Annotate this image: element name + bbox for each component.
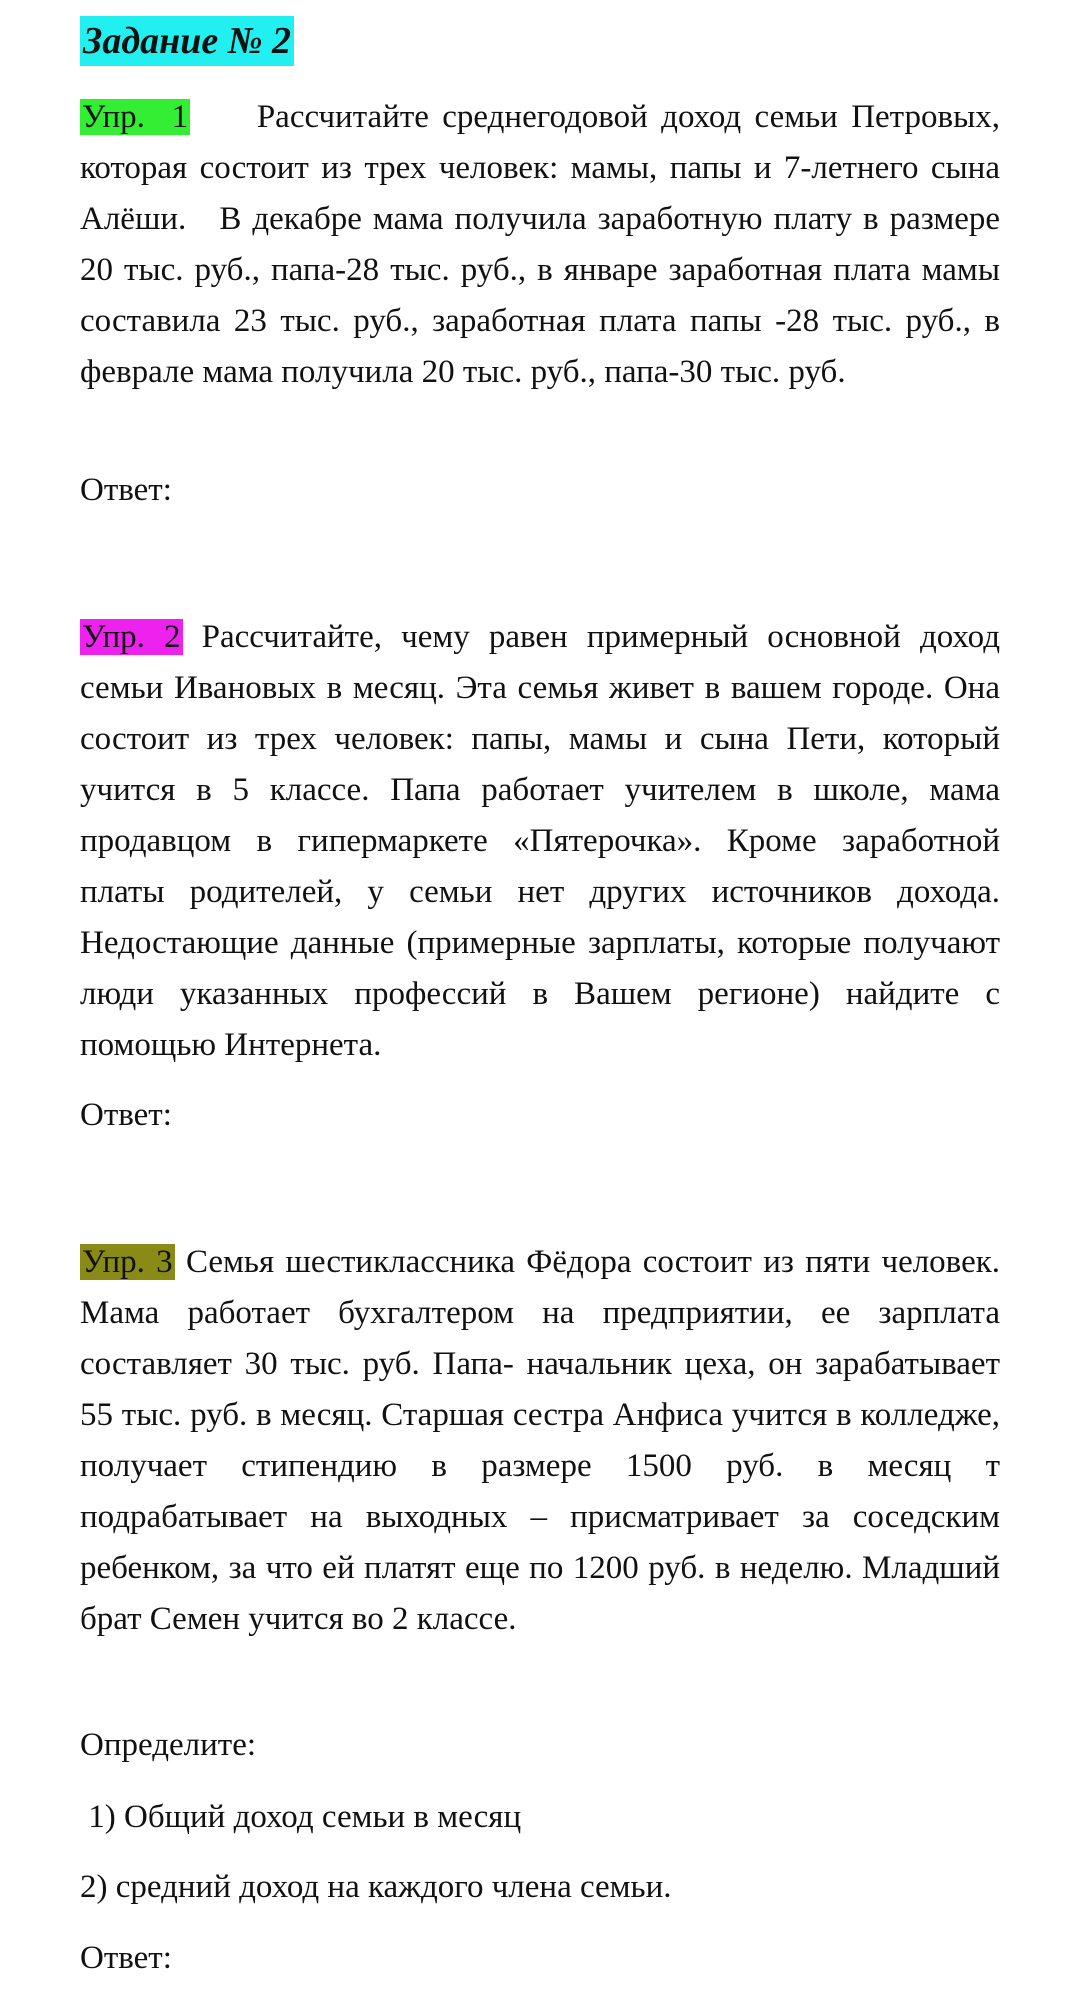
exercise-3-item-2: 2) средний доход на каждого члена семьи. [80, 1869, 672, 1905]
exercise-3-paragraph [80, 1237, 1000, 1645]
exercise-2-answer: Ответ: [80, 1097, 172, 1133]
exercise-1-paragraph [80, 92, 1009, 398]
task-title [80, 16, 294, 66]
exercise-3-answer: Ответ: [80, 1940, 172, 1976]
exercise-3-text: Семья шестиклассника Фёдора состоит из пяти человек. Мама работает бухгалтером на предприятии, ее зарплата составляет 30 тыс. руб. Папа- начальник цеха, он зарабатывает 55 тыс. руб. в месяц. Старшая сестра Анфиса учится в колледже, получает стипендию в размере 1500 руб. в месяц т подрабатывает на выходных – присматривает за соседским ребенком, за что ей платят еще по 1200 руб. в неделю. Младший брат Семен учится во 2 классе. [80, 1244, 1000, 1637]
exercise-2-paragraph [80, 612, 1000, 1071]
exercise-2-label: Упр. 2 [82, 619, 181, 655]
exercise-1 [80, 92, 1009, 398]
exercise-1-text: Рассчитайте среднегодовой доход семьи Петровых, которая состоит из трех человек: мамы, папы и 7-летнего сына Алёши. В декабре мама получила заработную плату в размере 20 тыс. руб., папа-28 тыс. руб., в январе заработная плата мамы составила 23 тыс. руб., заработная плата папы -28 тыс. руб., в феврале мама получила 20 тыс. руб., папа-30 тыс. руб. [80, 99, 1009, 390]
exercise-3-label: Упр. 3 [82, 1244, 173, 1280]
exercise-2 [80, 612, 1000, 1071]
exercise-1-answer: Ответ: [80, 472, 172, 508]
exercise-3-determine: Определите: [80, 1727, 257, 1763]
exercise-3 [80, 1237, 1000, 1645]
exercise-2-text: Рассчитайте, чему равен примерный основной доход семьи Ивановых в месяц. Эта семья живет в вашем городе. Она состоит из трех человек: папы, мамы и сына Пети, который учится в 5 классе. Папа работает учителем в школе, мама продавцом в гипермаркете «Пятерочка». Кроме заработной платы родителей, у семьи нет других источников дохода. Недостающие данные (примерные зарплаты, которые получают люди указанных профессий в Вашем регионе) найдите с помощью Интернета. [80, 619, 1001, 1063]
task-title-text: Задание № 2 [83, 20, 292, 62]
exercise-3-item-1: 1) Общий доход семьи в месяц [80, 1799, 522, 1835]
exercise-1-label: Упр. 1 [82, 99, 189, 135]
